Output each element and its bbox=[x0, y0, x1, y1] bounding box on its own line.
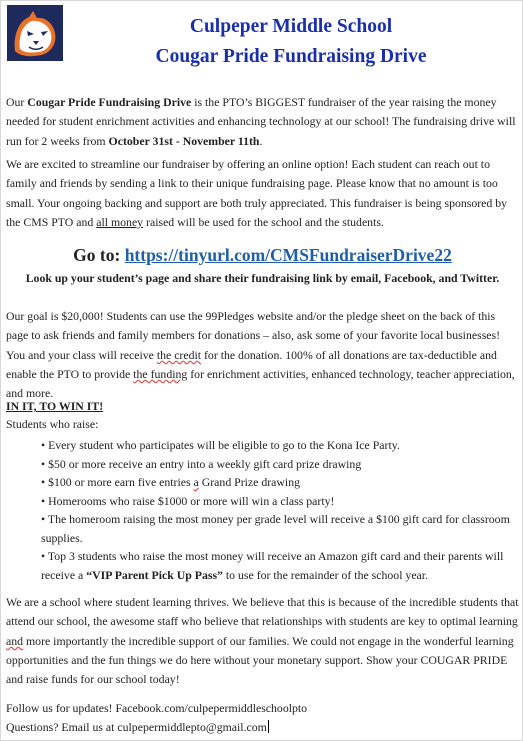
list-item: • The homeroom raising the most money per grade level will receive a $100 gift card for classroom supplies. bbox=[41, 512, 510, 545]
prize-list bbox=[41, 436, 511, 584]
list-item: • Top 3 students who raise the most money will receive an Amazon gift card and their parents will receive a “VIP Parent Pick Up Pass” to use for the remainder of the school year. bbox=[41, 549, 504, 582]
fundraiser-link[interactable]: https://tinyurl.com/CMSFundraiserDrive22 bbox=[124, 245, 452, 265]
list-item: • Homerooms who raise $1000 or more will win a class party! bbox=[41, 493, 335, 508]
students-raise-label: Students who raise: bbox=[6, 417, 99, 431]
goal-paragraph: Our goal is $20,000! Students can use the 99Pledges website and/or the pledge sheet on the back of this page to ask friends and family members for donations – also, ask some of your favorite local businesses! You and your class will receive the credit for the donation. 100% of all donations are tax-deductible and enable the PTO to provide the funding for enrichment activities, enhanced technology, teacher appreciation, and more. bbox=[6, 309, 515, 401]
email-line: Questions? Email us at culpepermiddlepto@gmail.com bbox=[6, 718, 307, 737]
list-item: • $100 or more earn five entries a Grand Prize drawing bbox=[41, 475, 301, 489]
lookup-instruction: Look up your student’s page and share their fundraising link by email, Facebook, and Twitter. bbox=[25, 271, 500, 285]
list-item: • Every student who participates will be eligible to go to the Kona Ice Party. bbox=[41, 438, 400, 452]
win-heading: IN IT, TO WIN IT! bbox=[6, 399, 104, 413]
goto-line bbox=[1, 245, 523, 266]
online-paragraph: We are excited to streamline our fundraiser by offering an online option! Each student can reach out to family and friends by sending a link to their unique fundraising page. Please know that no amount is too small. Your ongoing backing and support are both truly appreciated. This fundraiser is being sponsored by the CMS PTO and all money raised will be used for the school and the students. bbox=[6, 157, 508, 229]
list-item: • $50 or more receive an entry into a weekly gift card prize drawing bbox=[41, 456, 362, 471]
community-paragraph: We are a school where student learning thrives. We believe that this is because of the incredible students that attend our school, the awesome staff who believe that relationships with students are key to optimal learning and more importantly the incredible support of our families. We could not engage in the wonderful learning opportunities and the fun things we do here without your monetary support. Show your COUGAR PRIDE and raise funds for our school today! bbox=[6, 595, 519, 687]
cougar-logo-icon bbox=[7, 5, 63, 61]
goto-label: Go to: bbox=[73, 245, 125, 265]
school-title: Culpeper Middle School bbox=[189, 16, 393, 37]
footer-contact bbox=[6, 699, 307, 736]
text-cursor bbox=[268, 720, 270, 733]
intro-paragraph: Our Cougar Pride Fundraising Drive is the PTO’s BIGGEST fundraiser of the year raising the money needed for student enrichment activities and enhancing technology at our school! The fundraising drive will run for 2 weeks from October 31st - November 11th. bbox=[6, 95, 516, 148]
drive-title: Cougar Pride Fundraising Drive bbox=[155, 46, 427, 67]
facebook-follow-line: Follow us for updates! Facebook.com/culpepermiddleschoolpto bbox=[6, 701, 308, 715]
